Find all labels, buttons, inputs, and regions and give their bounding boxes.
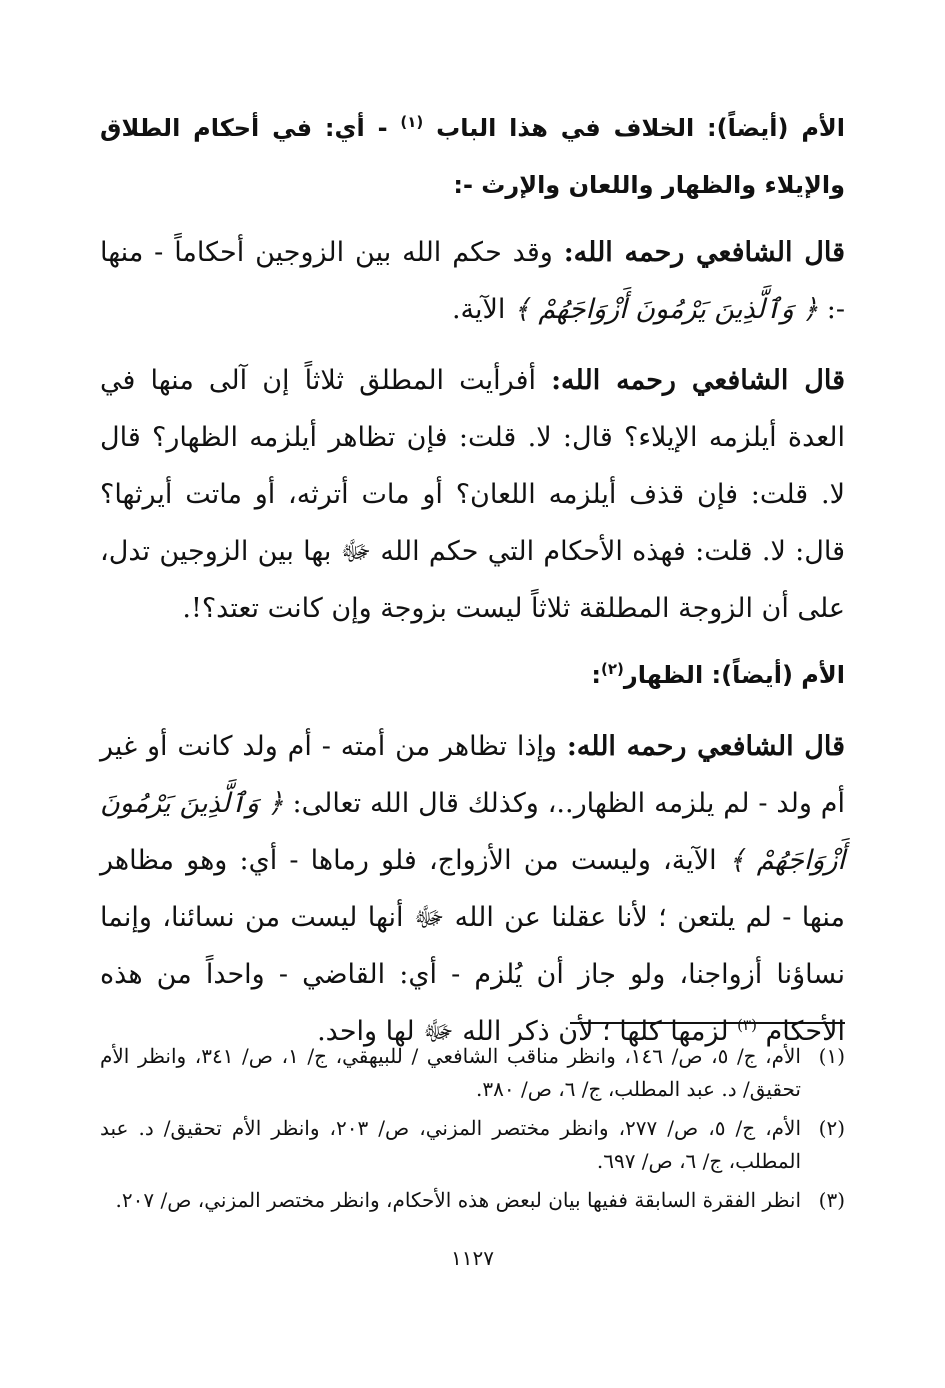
footnote-text: الأم، ج/ ٥، ص/ ٢٧٧، وانظر مختصر المزني، ص/ ٢٠٣، وانظر الأم تحقيق/ د. عبد المطلب، ج/ ٦، ص/ ٦٩٧. [100,1116,802,1173]
paragraph-shafii-2 [100,352,845,637]
footnote-number: (٣) [818,1188,845,1212]
paragraph-text: وقد حكم الله بين الزوجين أحكاماً - منها -: [100,237,845,325]
speaker-lead: قال الشافعي رحمه الله: [566,731,845,762]
paragraph-text-end: لزمها كلها ؛ لأن ذكر الله ﷻ لها واحد. [317,1016,729,1047]
section-heading-khilaf [100,100,845,214]
quran-verse: ﴿ وَٱلَّذِينَ يَرْمُونَ أَزْوَاجَهُمْ ﴾ [100,788,845,876]
speaker-lead: قال الشافعي رحمه الله: [563,237,845,268]
paragraph-shafii-3 [100,718,845,1060]
footnote-ref-2[interactable]: (٢) [601,660,624,678]
paragraph-text-continued: الآية، وليست من الأزواج، فلو رماها - أي: وهو مظاهر منها - لم يلتعن ؛ لأنا عقلنا عن الله ﷻ أنها ليست من نسائنا، وإنما نساؤنا أزواجنا، ولو جاز أن يُلزم - أي: القاضي - واحداً من هذه الأحكام [100,845,845,1047]
footnote-item [100,1184,845,1217]
footnote-divider [570,1022,845,1024]
footnotes [100,1040,845,1223]
page-number: ١١٢٧ [451,1246,494,1270]
heading-text: الأم (أيضاً): الظهار [623,661,845,689]
footnote-item [100,1040,845,1106]
verse-tail: الآية. [451,294,506,325]
speaker-lead: قال الشافعي رحمه الله: [551,365,845,396]
paragraph-text: أفرأيت المطلق ثلاثاً إن آلى منها في العدة أيلزمه الإيلاء؟ قال: لا. قلت: فإن تظاهر أيلزمه الظهار؟ قال لا. قلت: فإن قذف أيلزمه اللعان؟ أو مات أترثه، أو ماتت أيرثها؟ قال: لا. قلت: فهذه الأحكام التي حكم الله ﷻ بها بين الزوجين تدل، على أن الزوجة المطلقة ثلاثاً ليست بزوجة وإن كانت تعتد؟!. [100,365,845,624]
heading-subtext: - أي: في أحكام الطلاق والإيلاء والظهار واللعان والإرث -: [100,114,845,199]
footnote-number: (١) [818,1044,845,1068]
section-heading-zihar [100,647,845,704]
heading-colon: : [591,661,601,689]
footnote-text: الأم، ج/ ٥، ص/ ١٤٦، وانظر مناقب الشافعي / للبيهقي، ج/ ١، ص/ ٣٤١، وانظر الأم تحقيق/ د. عبد المطلب، ج/ ٦، ص/ ٣٨٠. [100,1044,801,1101]
quran-verse: ﴿ وَٱلَّذِينَ يَرْمُونَ أَزْوَاجَهُمْ ﴾ [514,294,819,325]
paragraph-text: وإذا تظاهر من أمته - أم ولد كانت أو غير أم ولد - لم يلزمه الظهار..، وكذلك قال الله تعالى: [100,731,845,819]
footnote-ref-1[interactable]: (١) [400,113,424,131]
footnote-text: انظر الفقرة السابقة ففيها بيان لبعض هذه الأحكام، وانظر مختصر المزني، ص/ ٢٠٧. [115,1188,801,1212]
footnote-ref-3[interactable]: (٣) [737,1016,757,1034]
paragraph-shafii-1 [100,224,845,338]
heading-text: الأم (أيضاً): الخلاف في هذا الباب [436,114,846,142]
footnote-item [100,1112,845,1178]
footnote-number: (٢) [818,1116,845,1140]
